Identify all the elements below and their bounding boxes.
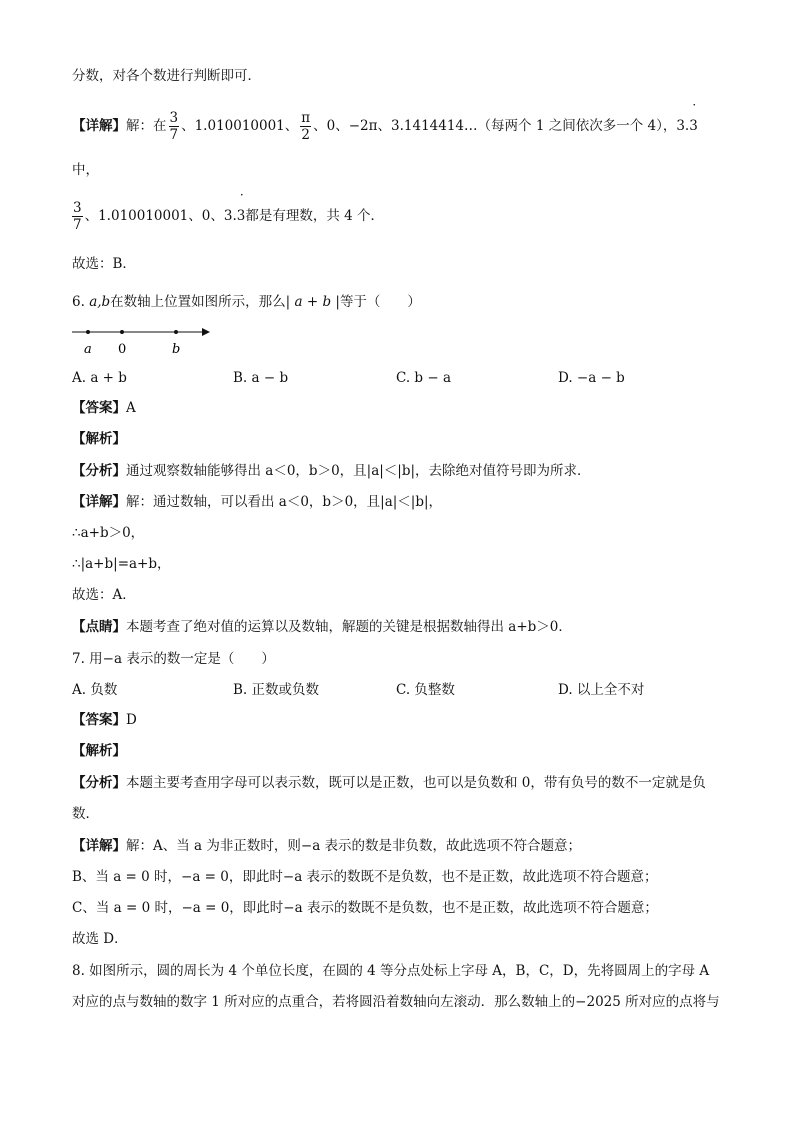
axis-label-0: 0 (118, 342, 127, 357)
detail-pre: 解：在 (126, 118, 167, 134)
point-a (86, 330, 90, 334)
fenxi-tag: 【分析】 (72, 463, 126, 479)
q5-line-1: 分数，对各个数进行判断即可． (72, 68, 261, 84)
q7-line-b: B、当 a = 0 时，−a = 0，即此时−a 表示的数既不是负数，也不是正数，故此选项不符合题意； (72, 869, 658, 885)
dianjing-tag: 【点睛】 (72, 619, 126, 635)
detail-mid-2: 、0、−2π、3.1414414…（每两个 1 之间依次多一个 4）， (313, 118, 677, 134)
analysis-tag: 【解析】 (72, 431, 126, 447)
fraction-3-7 (72, 200, 83, 233)
q6-step-1: ∴a+b＞0， (72, 525, 145, 541)
q5-line-3: 中， (72, 162, 99, 178)
frac-den: 7 (73, 217, 82, 233)
q7-analysis-heading (72, 741, 126, 761)
axis-arrow-icon (202, 328, 210, 336)
line4-end: 都是有理数，共 4 个． (245, 208, 385, 224)
detail-tag: 【详解】 (72, 118, 126, 134)
fraction-pi-2 (300, 110, 311, 143)
detail-tag: 【详解】 (72, 494, 126, 510)
number-line-figure (66, 320, 216, 360)
analysis-tag: 【解析】 (72, 743, 126, 759)
frac-den: 2 (301, 127, 311, 143)
point-b (174, 330, 178, 334)
repeating-decimal (676, 98, 698, 144)
q7-stem: 7. 用−a 表示的数一定是（ ） (72, 651, 275, 667)
frac-num: π (301, 110, 311, 126)
q6-number: 6. (72, 294, 85, 310)
frac-num: 3 (169, 110, 179, 126)
fenxi-text: 本题主要考查用字母可以表示数，既可以是正数，也可以是负数和 0，带有负号的数不一定就是负 (126, 775, 706, 791)
q5-line-4 (72, 188, 385, 234)
detail-text: 解：A、当 a 为非正数时，则−a 表示的数是非负数，故此选项不符合题意； (126, 838, 582, 854)
q7-fenxi-1 (72, 773, 706, 793)
q7-fenxi-2: 数． (72, 806, 99, 822)
q6-stem (72, 292, 421, 312)
q6-stem-end: 等于（ ） (339, 294, 421, 310)
q6-answer (72, 398, 136, 418)
repeat-dot-icon: · (239, 188, 244, 202)
fenxi-tag: 【分析】 (72, 775, 126, 791)
q6-abs-expr: | a + b | (285, 294, 340, 310)
repeat-dot-icon: · (692, 98, 697, 112)
q6-step-2: ∴|a+b|=a+b， (72, 556, 171, 572)
rep-number: 3.3 (676, 118, 698, 134)
dianjing-text: 本题考查了绝对值的运算以及数轴，解题的关键是根据数轴得出 a+b＞0． (126, 619, 572, 635)
q6-option-b: B. a − b (233, 370, 289, 386)
q7-option-a: A. 负数 (72, 682, 118, 698)
q7-option-c: C. 负整数 (396, 682, 455, 698)
q7-option-b: B. 正数或负数 (233, 682, 320, 698)
q6-detail (72, 492, 442, 512)
q7-choose: 故选 D． (72, 931, 128, 947)
detail-text: 解：通过数轴，可以看出 a＜0，b＞0，且|a|＜|b|， (126, 494, 443, 510)
answer-tag: 【答案】 (72, 400, 126, 416)
repeating-decimal (223, 188, 246, 234)
q6-option-a: A. a + b (72, 370, 127, 386)
q6-vars: a,b (89, 294, 111, 310)
rep-number: 3.3 (223, 208, 246, 224)
axis-label-a: a (84, 342, 92, 357)
fenxi-text: 通过观察数轴能够得出 a＜0，b＞0，且|a|＜|b|，去除绝对值符号即为所求． (126, 463, 591, 479)
q7-answer (72, 710, 137, 730)
answer-tag: 【答案】 (72, 712, 126, 728)
q7-detail (72, 836, 581, 856)
frac-num: 3 (73, 200, 82, 216)
q6-choose: 故选：A． (72, 587, 136, 603)
q6-fenxi (72, 461, 591, 481)
q8-stem-1: 8. 如图所示，圆的周长为 4 个单位长度，在圆的 4 等分点处标上字母 A，B，C，D，先将圆周上的字母 A (72, 963, 710, 979)
point-0 (120, 330, 124, 334)
axis-label-b: b (172, 342, 181, 357)
frac-den: 7 (169, 127, 179, 143)
detail-tag: 【详解】 (72, 838, 126, 854)
q8-stem-2: 对应的点与数轴的数字 1 所对应的点重合，若将圆沿着数轴向左滚动．那么数轴上的−2025 所对应的点将与 (72, 994, 720, 1010)
q6-dianjing (72, 617, 572, 637)
q5-answer: 故选：B． (72, 256, 136, 272)
q7-line-c: C、当 a = 0 时，−a = 0，即此时−a 表示的数既不是负数，也不是正数，故此选项不符合题意； (72, 900, 658, 916)
line4-mid: 、1.010010001、0、 (84, 208, 224, 224)
q6-stem-mid: 在数轴上位置如图所示，那么 (110, 294, 286, 310)
detail-mid-1: 、1.010010001、 (181, 118, 299, 134)
q6-analysis-heading (72, 429, 126, 449)
q6-option-d: D. −a − b (558, 370, 625, 386)
answer-value: D (126, 712, 137, 728)
q5-detail-line (72, 98, 698, 144)
answer-value: A (126, 400, 136, 416)
q7-option-d: D. 以上全不对 (558, 682, 645, 698)
q6-option-c: C. b − a (396, 370, 452, 386)
fraction-3-7 (169, 110, 180, 143)
